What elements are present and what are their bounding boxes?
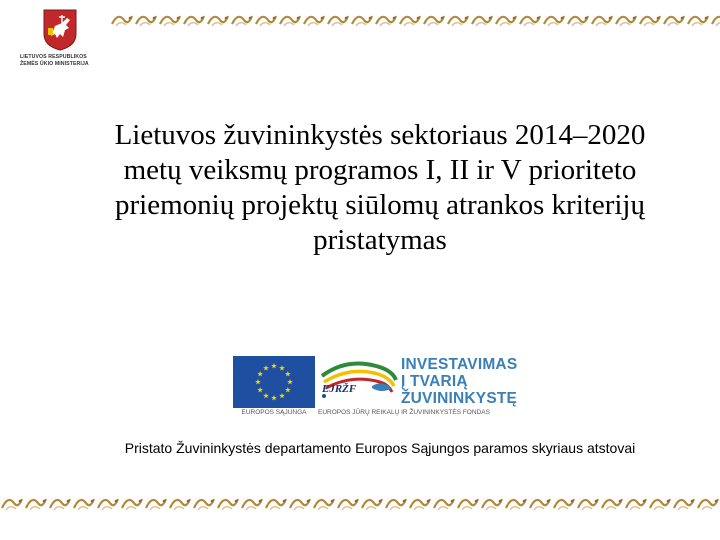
ejrzf-caption: EUROPOS JŪRŲ REIKALŲ IR ŽUVININKYSTĖS FONDAS: [318, 409, 490, 416]
eu-flag-icon: [233, 356, 315, 408]
title-line-4: pristatymas: [313, 224, 447, 256]
decorative-border-bottom: [0, 492, 720, 516]
slide-title: [60, 118, 700, 258]
invest-line-3: ŽUVININKYSTĘ: [401, 390, 518, 407]
invest-line-1: INVESTAVIMAS: [401, 356, 518, 373]
invest-slogan: [401, 356, 541, 407]
ministry-line-1: LIETUVOS RESPUBLIKOS: [20, 54, 87, 60]
ministry-line-2: ŽEMĖS ŪKIO MINISTERIJA: [20, 60, 89, 67]
invest-line-2: Į TVARIĄ: [401, 373, 468, 390]
title-line-3: priemonių projektų siūlomų atrankos kriterijų: [115, 189, 645, 221]
title-line-2: metų veiksmų programos I, II ir V prioriteto: [123, 154, 637, 186]
vytis-coat-of-arms-icon: [40, 8, 80, 52]
presenter-text: Pristato Žuvininkystės departamento Europos Sąjungos paramos skyriaus atstovai: [124, 440, 636, 456]
ministry-logo: [20, 8, 100, 74]
decorative-border-top: [110, 10, 720, 32]
ejrzf-logo: [316, 356, 398, 408]
ejrzf-abbr: EJRŽF: [322, 383, 357, 395]
eu-caption: EUROPOS SĄJUNGA: [241, 409, 307, 416]
ministry-name: [20, 54, 100, 67]
title-line-1: Lietuvos žuvininkystės sektoriaus 2014–2020: [114, 119, 646, 151]
